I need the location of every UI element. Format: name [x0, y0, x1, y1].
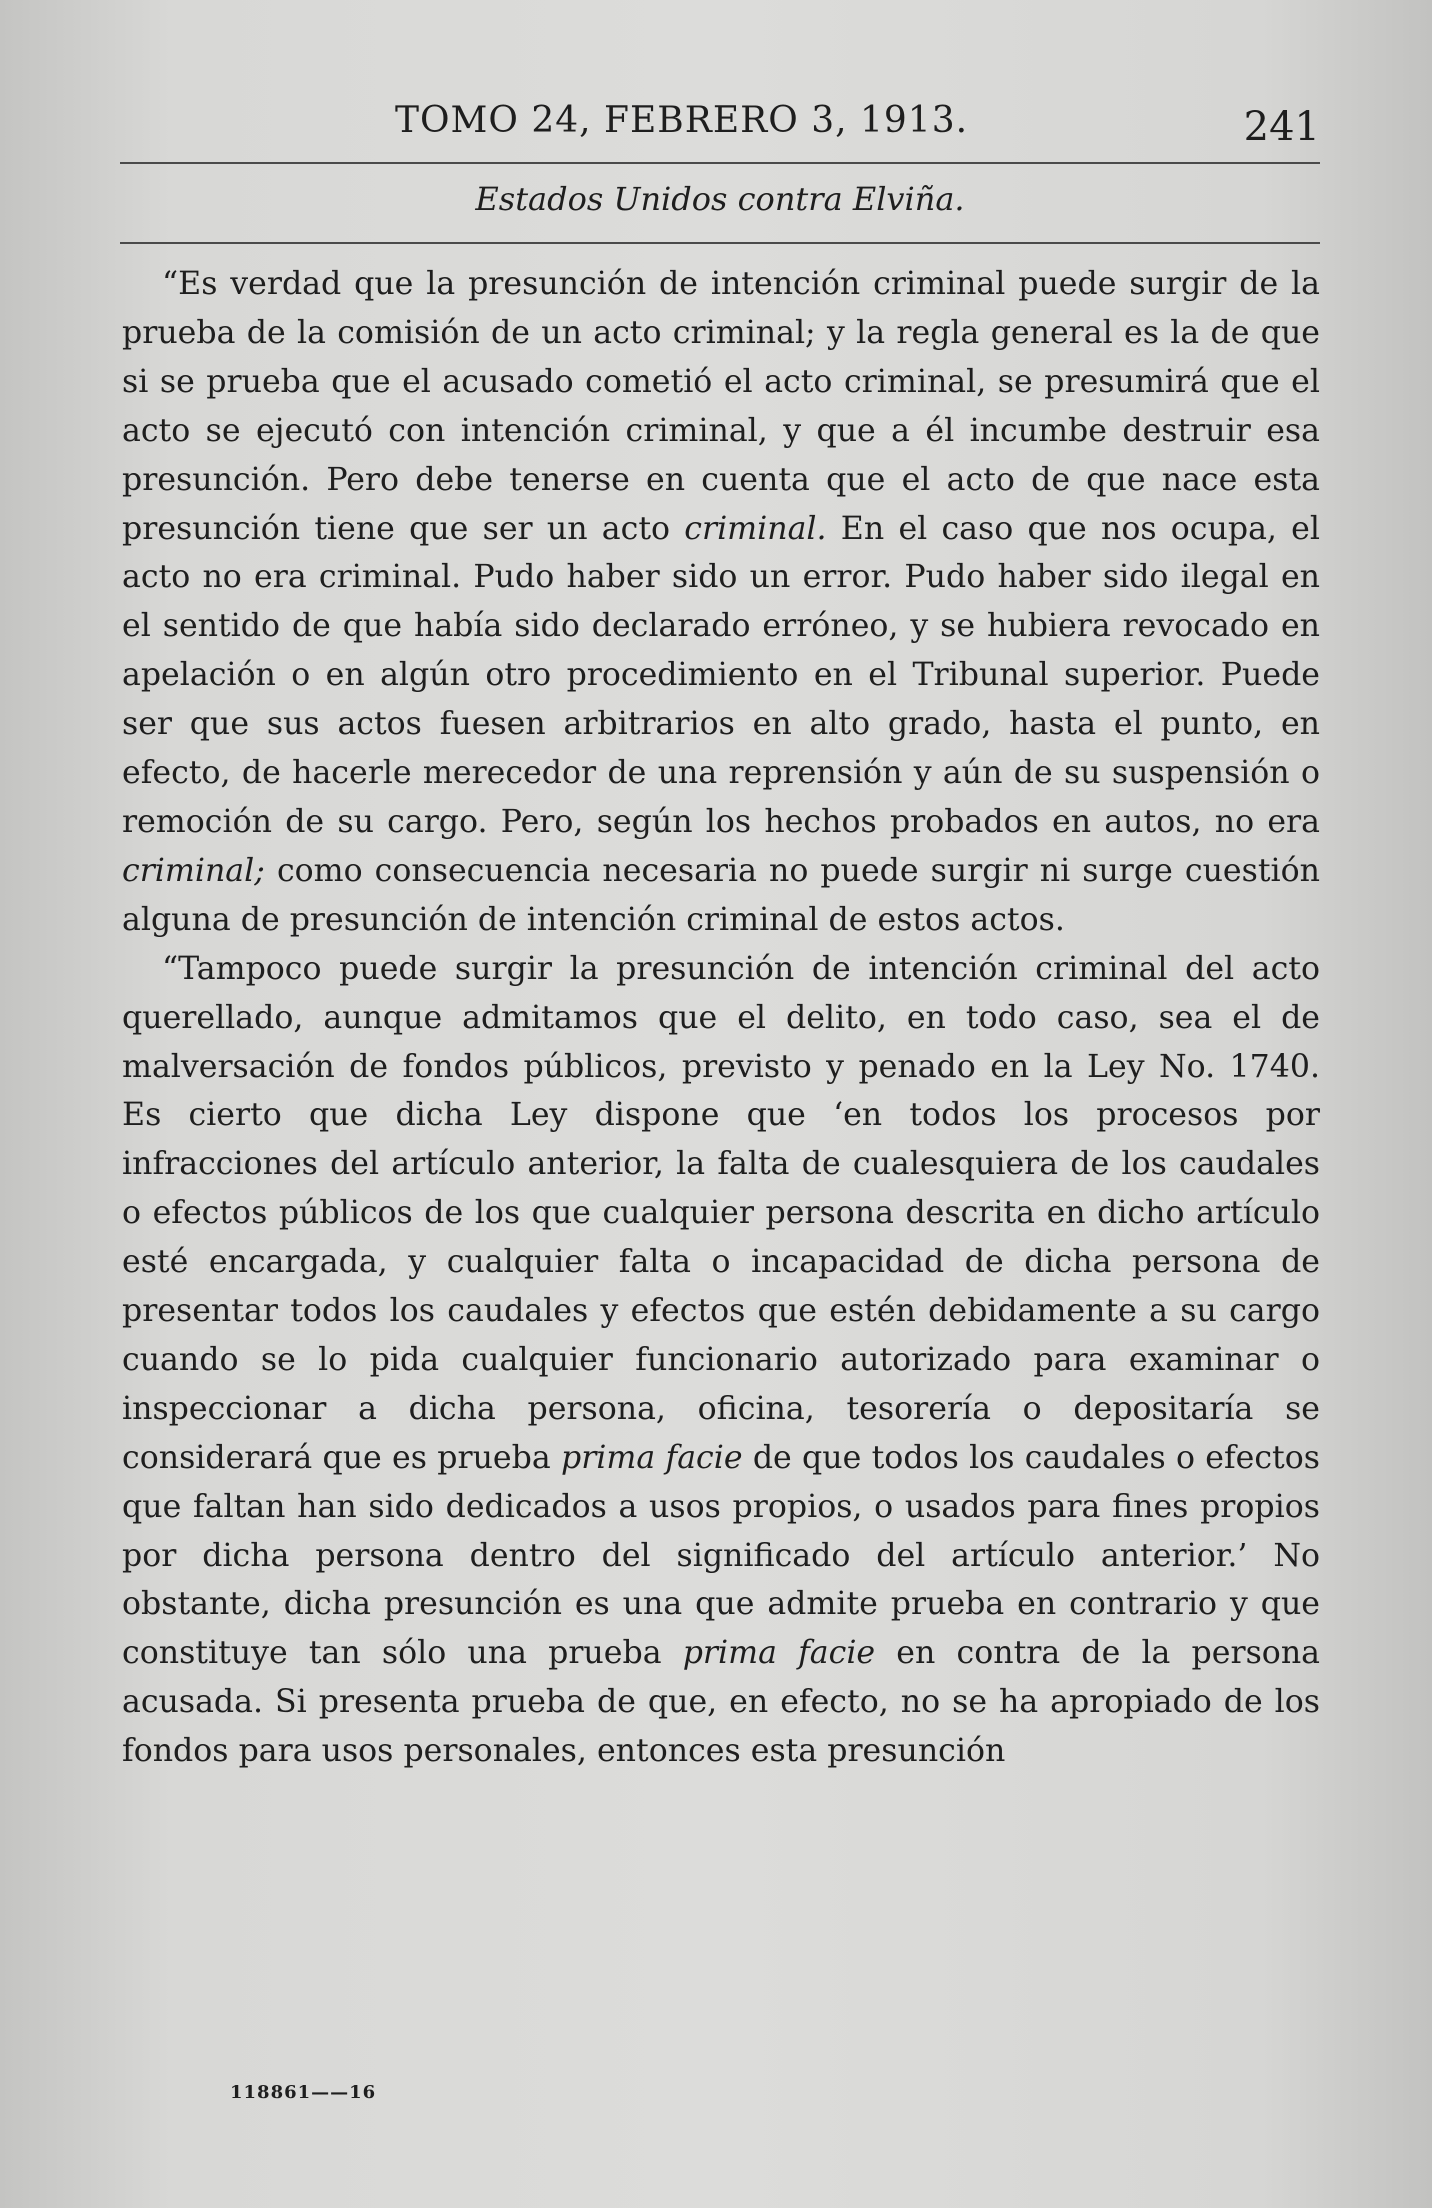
case-title: Estados Unidos contra Elviña.: [475, 180, 965, 218]
page-number: 241: [1243, 104, 1320, 150]
paragraph: [122, 945, 1320, 1776]
italic-run: criminal.: [684, 510, 827, 547]
text-run: En el caso que nos ocupa, el acto no era criminal. Pudo haber sido un error. Pudo haber sido ilegal en el sentido de que había sido declarado erróneo, y se hubiera revocado en apelación o en algún otro procedimiento en el Tribunal superior. Puede ser que sus actos fuesen arbitrarios en alto grado, hasta el punto, en efecto, de hacerle merecedor de una reprensión y aún de su suspensión o remoción de su cargo. Pero, según los hechos probados en autos, no era: [122, 510, 1320, 840]
text-run: de que todos los caudales o efectos que faltan han sido dedicados a usos propios, o usados para fines propios por dicha persona dentro del significado del artículo anterior.’ No obstante, dicha presunción es una que admite prueba en contrario y que constituye tan sólo una prueba: [122, 1439, 1320, 1672]
printer-signature: 118861——16: [230, 2082, 377, 2103]
italic-run: prima facie: [682, 1635, 876, 1672]
italic-run: prima facie: [560, 1439, 743, 1476]
text-run: “Tampoco puede surgir la presunción de intención criminal del acto querellado, aunque admitamos que el delito, en todo caso, sea el de malversación de fondos públicos, previsto y penado en la Ley No. 1740. Es cierto que dicha Ley dispone que ‘en todos los procesos por infracciones del artículo anterior, la falta de cualesquiera de los caudales o efectos públicos de los que cualquier persona descrita en dicho artículo esté encargada, y cualquier falta o incapacidad de dicha persona de presentar todos los caudales y efectos que estén debidamente a su cargo cuando se lo pida cualquier funcionario autorizado para examinar o inspeccionar a dicha persona, oficina, tesorería o depositaría se considerará que es prueba: [122, 950, 1320, 1476]
text-run: “Es verdad que la presunción de intención criminal puede surgir de la prueba de la comisión de un acto criminal; y la regla general es la de que si se prueba que el acusado cometió el acto criminal, se presumirá que el acto se ejecutó con intención criminal, y que a él incumbe destruir esa presunción. Pero debe tenerse en cuenta que el acto de que nace esta presunción tiene que ser un acto: [122, 266, 1320, 547]
italic-run: criminal;: [122, 852, 265, 889]
body-text: [122, 260, 1320, 1776]
header-rule-bottom: [120, 242, 1320, 244]
header-rule-top: [120, 162, 1320, 164]
paragraph: [122, 260, 1320, 945]
running-head: TOMO 24, FEBRERO 3, 1913.: [395, 100, 969, 141]
text-run: en contra de la persona acusada. Si presenta prueba de que, en efecto, no se ha apropiado de los fondos para usos personales, entonces esta presunción: [122, 1635, 1320, 1770]
page-header: [120, 100, 1320, 160]
text-run: como consecuencia necesaria no puede surgir ni surge cuestión alguna de presunción de intención criminal de estos actos.: [122, 852, 1320, 938]
